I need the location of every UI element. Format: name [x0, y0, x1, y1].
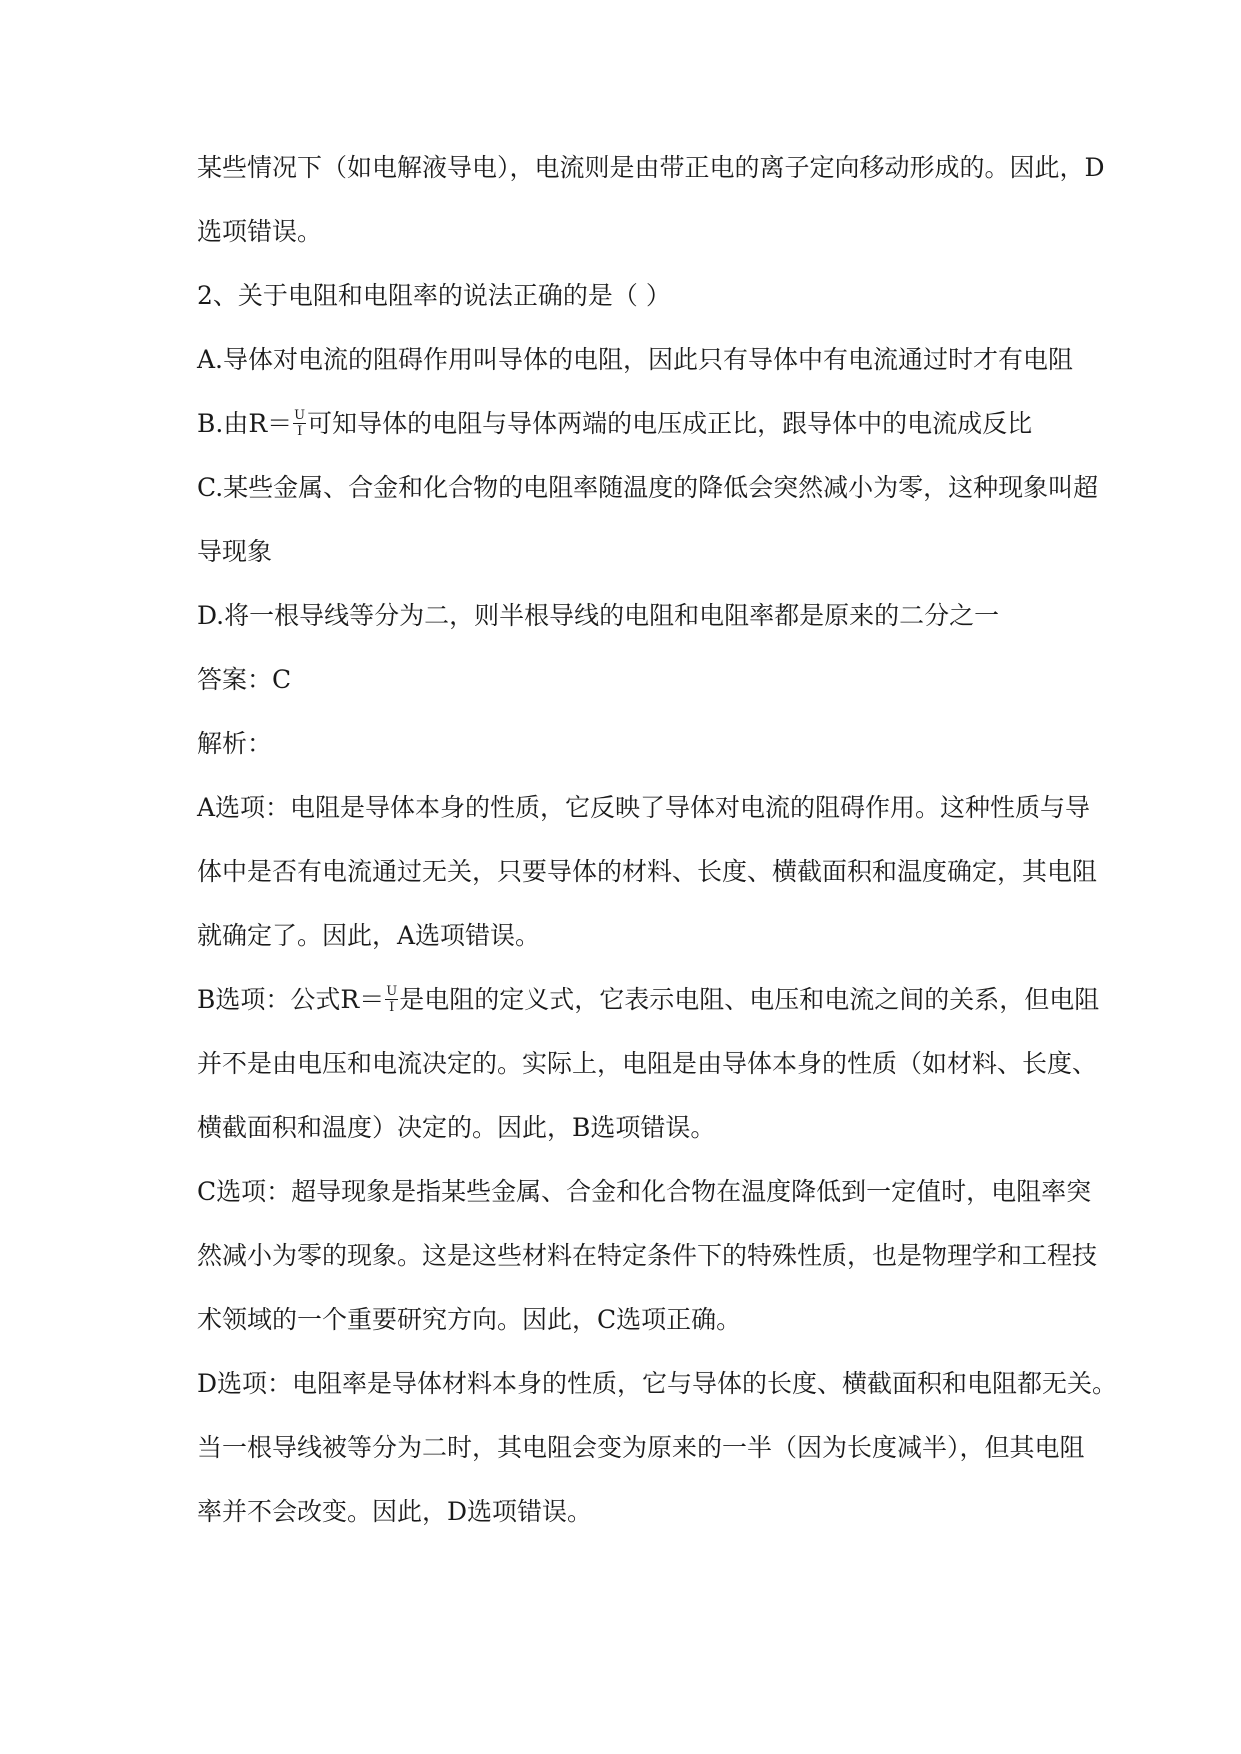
analysis-b: 并不是由电压和电流决定的。实际上，电阻是由导体本身的性质（如材料、长度、 [197, 1049, 1098, 1078]
analysis-b: 横截面积和温度）决定的。因此，B选项错误。 [197, 1113, 716, 1142]
analysis-c: 然减小为零的现象。这是这些材料在特定条件下的特殊性质，也是物理学和工程技 [197, 1241, 1098, 1270]
equals-sign: ＝ [267, 409, 293, 438]
analysis-d: 当一根导线被等分为二时，其电阻会变为原来的一半（因为长度减半），但其电阻 [197, 1433, 1085, 1462]
analysis-d: 率并不会改变。因此，D选项错误。 [197, 1497, 593, 1526]
fraction-denominator: I [389, 1000, 395, 1015]
option-b [197, 408, 1032, 440]
analysis-a: 体中是否有电流通过无关，只要导体的材料、长度、横截面积和温度确定，其电阻 [197, 857, 1098, 886]
option-c-continued: 导现象 [197, 537, 273, 566]
text-line: 选项错误。 [197, 217, 323, 246]
analysis-d: D选项：电阻率是导体材料本身的性质，它与导体的长度、横截面积和电阻都无关。 [197, 1369, 1118, 1398]
analysis-b-prefix: B选项：公式R [197, 985, 360, 1014]
option-a: A.导体对电流的阻碍作用叫导体的电阻，因此只有导体中有电流通过时才有电阻 [197, 345, 1074, 374]
fraction-numerator: U [294, 408, 306, 423]
option-c: C.某些金属、合金和化合物的电阻率随温度的降低会突然减小为零，这种现象叫超 [197, 473, 1099, 502]
analysis-a: 就确定了。因此，A选项错误。 [197, 921, 541, 950]
analysis-c: C选项：超导现象是指某些金属、合金和化合物在温度降低到一定值时，电阻率突 [197, 1177, 1092, 1206]
answer: 答案：C [197, 665, 292, 694]
analysis-heading: 解析： [197, 729, 273, 758]
option-b-suffix: 可知导体的电阻与导体两端的电压成正比，跟导体中的电流成反比 [307, 409, 1033, 438]
fraction-u-over-i [293, 409, 306, 438]
text-line: 某些情况下（如电解液导电），电流则是由带正电的离子定向移动形成的。因此，D [197, 153, 1105, 182]
question-title: 2、关于电阻和电阻率的说法正确的是（ ） [197, 281, 671, 310]
equals-sign: ＝ [359, 985, 385, 1014]
fraction-u-over-i [385, 985, 398, 1014]
analysis-b-suffix: 是电阻的定义式，它表示电阻、电压和电流之间的关系，但电阻 [399, 985, 1100, 1014]
option-d: D.将一根导线等分为二，则半根导线的电阻和电阻率都是原来的二分之一 [197, 601, 1000, 630]
analysis-c: 术领域的一个重要研究方向。因此，C选项正确。 [197, 1305, 742, 1334]
analysis-b [197, 984, 1099, 1016]
fraction-numerator: U [386, 984, 398, 999]
fraction-denominator: I [297, 424, 303, 439]
option-b-prefix: B.由R [197, 409, 268, 438]
analysis-a: A选项：电阻是导体本身的性质，它反映了导体对电流的阻碍作用。这种性质与导 [197, 793, 1091, 822]
